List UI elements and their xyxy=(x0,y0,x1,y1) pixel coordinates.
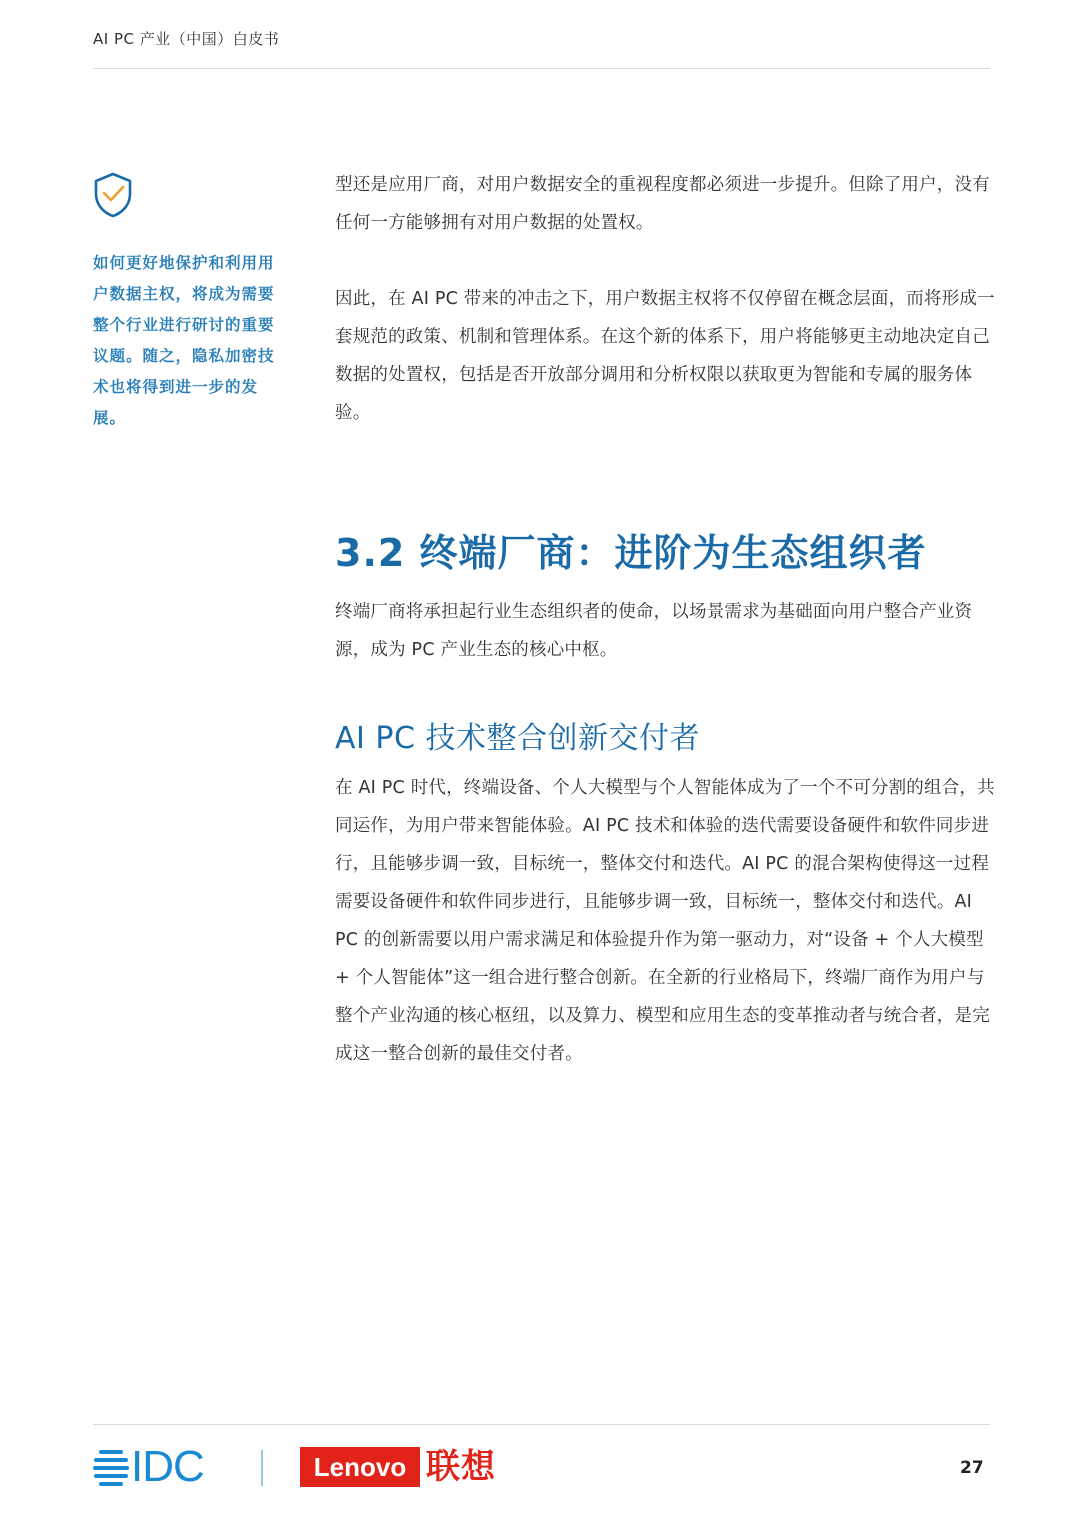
section-heading: 3.2 终端厂商：进阶为生态组织者 xyxy=(335,531,927,575)
main-content xyxy=(335,166,1000,1073)
paragraph-3: 终端厂商将承担起行业生态组织者的使命，以场景需求为基础面向用户整合产业资源，成为 PC 产业生态的核心中枢。 xyxy=(335,602,973,660)
paragraph-1: 型还是应用厂商，对用户数据安全的重视程度都必须进一步提升。但除了用户，没有任何一方能够拥有对用户数据的处置权。 xyxy=(335,175,990,233)
page-number: 27 xyxy=(960,1458,984,1478)
shield-check-icon xyxy=(93,172,133,218)
paragraph-2: 因此，在 AI PC 带来的冲击之下，用户数据主权将不仅停留在概念层面，而将形成一套规范的政策、机制和管理体系。在这个新的体系下，用户将能够更主动地决定自己数据的处置权，包括是否开放部分调用和分析权限以获取更为智能和专属的服务体验。 xyxy=(335,289,995,423)
idc-globe-icon xyxy=(93,1447,129,1487)
lenovo-chinese-logo: 联想 xyxy=(426,1447,496,1487)
idc-logo xyxy=(93,1442,204,1491)
paragraph-4: 在 AI PC 时代，终端设备、个人大模型与个人智能体成为了一个不可分割的组合，共同运作，为用户带来智能体验。AI PC 技术和体验的迭代需要设备硬件和软件同步进行，且能够步调一致，目标统一，整体交付和迭代。AI PC 的混合架构使得这一过程需要设备硬件和软件同步进行，且能够步调一致，目标统一，整体交付和迭代。AI PC 的创新需要以用户需求满足和体验提升作为第一驱动力，对“设备 + 个人大模型 + 个人智能体”这一组合进行整合创新。在全新的行业格局下，终端厂商作为用户与整个产业沟通的核心枢纽，以及算力、模型和应用生态的变革推动者与统合者，是完成这一整合创新的最佳交付者。 xyxy=(335,778,995,1064)
sidebar-callout xyxy=(93,172,283,434)
sidebar-quote: 如何更好地保护和利用用户数据主权，将成为需要整个行业进行研讨的重要议题。随之，隐私加密技术也将得到进一步的发展。 xyxy=(93,254,275,427)
footer-logo-separator xyxy=(261,1450,263,1486)
lenovo-logo: Lenovo xyxy=(300,1447,420,1487)
subheading: AI PC 技术整合创新交付者 xyxy=(335,721,700,756)
header-divider xyxy=(93,68,990,69)
idc-logo-text: IDC xyxy=(131,1442,204,1491)
document-header-title: AI PC 产业（中国）白皮书 xyxy=(93,30,280,48)
footer-divider xyxy=(93,1424,990,1425)
